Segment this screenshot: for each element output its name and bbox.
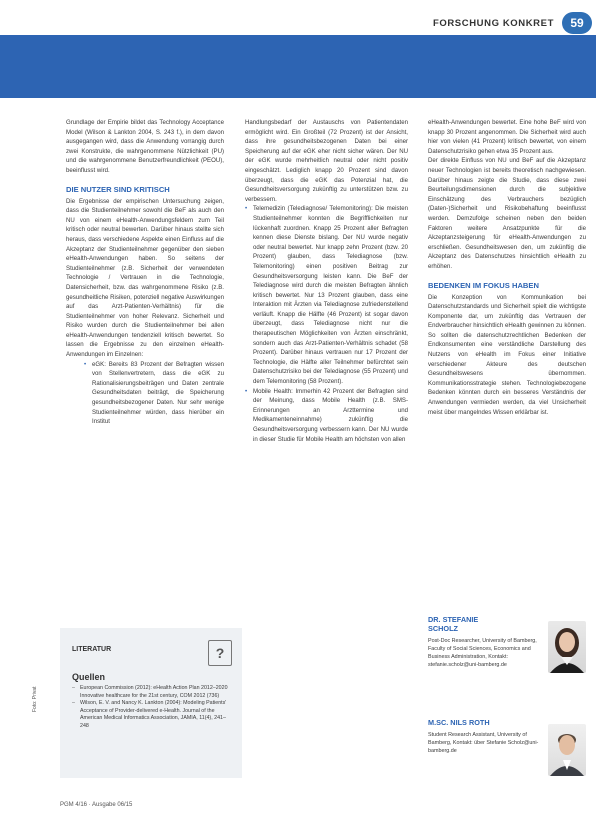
author-block-scholz [428, 615, 586, 669]
references-list [60, 685, 242, 731]
section-heading: DIE NUTZER SIND KRITISCH [66, 184, 170, 194]
portrait-man-icon [548, 724, 586, 776]
list-item-mobile-health: • Mobile Health: Immerhin 42 Prozent der Befragten sind der Meinung, dass Mobile Health (z.B. SMS-Erinnerungen an Arzttermine und Medikamenteneinnahme) zukünftig die Gesundheitsversorgung verbessern kann. Der NU wurde in dieser Studie für Mobile Health am höchsten von allen [245, 387, 408, 445]
author-block-roth [428, 718, 586, 755]
photo-credit: Foto: Privat [32, 686, 38, 712]
literature-heading: Quellen [72, 672, 106, 682]
author-description: Post-Doc Researcher, University of Bamberg, Faculty of Social Sciences, Economics and Business Administration, Kontakt: stefanie.scholz@uni-bamberg.de [428, 638, 537, 668]
author-name-line: SCHOLZ [428, 624, 458, 633]
conclusion-paragraph: Die Konzeption von Kommunikation bei Datenschutzstandards und Sicherheit spielt die wichtigste Komponente dar, um zukünftig das Vertrauen der Endverbraucher hinsichtlich eHealth gewinnen zu können. So sollten die datenschutzrechtlichen Bedenken der Endkonsumenten eine verständliche Darstellung des Nutzens von eHealth im Fokus einer Initiative verschiedener Akteure des deutschen Gesundheitswesens übernommen. Kommunikationsstrategie stehen. Technologiebezogene Bedenken könnten durch ein besseres Verständnis der Anwendungen vermieden werden, da viel Unsicherheit meist über mangelndes Wissen erklärbar ist. [428, 293, 586, 416]
portrait-woman-icon [548, 621, 586, 673]
column-1 [66, 118, 224, 427]
section-heading-2: BEDENKEN IM FOKUS HABEN [428, 280, 539, 290]
author-description: Student Research Assistant, University of Bamberg, Kontakt: über Stefanie Scholz@uni-bamberg.de [428, 732, 539, 754]
section-title: FORSCHUNG KONKRET [432, 17, 554, 29]
page-footer: PGM 4/16 · Ausgabe 06/15 [60, 802, 133, 808]
author-name: M.SC. NILS ROTH [428, 718, 490, 727]
list-item-telemedizin: • Telemedizin (Telediagnose/ Telemonitoring): Die meisten Studienteilnehmer konnten die Begrifflichkeiten nur lückenhaft zuordnen. Knapp 25 Prozent aller Befragten kennen diese Dienste bislang. Der NU wurde negativ oder neutral bewertet. Nur knapp zehn Prozent (bzw. 20 Prozent) glauben, dass Telediagnose (bzw. Telemonitoring) einen positiven Beitrag zur Gesundheitsversorgung leisten kann. Die BeF der Telediagnose wird durch die meisten Befragten ähnlich kritisch bewertet. Nur 13 Prozent glauben, dass eine Interaktion mit Ärzten via Telediagnose zufriedenstellend verläuft. Knapp die Hälfte (46 Prozent) ist sogar davon überzeugt, dass Telediagnose nicht nur die therapeutischen Möglichkeiten von Ärzten einschränkt, sondern auch das Arzt-Patienten-Verhältnis schadet (58 Prozent). Darüber hinaus vertrauen nur 17 Prozent der Technologie, die Hälfte aller Teilnehmer befürchtet sein Datenschutzrisiko bei der Telediagnose (55 Prozent) und dem Telemonitoring (58 Prozent). [245, 204, 408, 386]
continuation-paragraph: eHealth-Anwendungen bewertet. Eine hohe BeF wird von knapp 30 Prozent angenommen. Die Sicherheit wird auch hier von vielen (41 Prozent) kritisch bewertet, von einem Datenschutzrisiko gehen etwa 35 Prozent aus. [428, 119, 586, 155]
results-paragraph: Die Ergebnisse der empirischen Untersuchung zeigen, dass die Studienteilnehmer sowohl die BeF als auch den NU von einem eHealth-Anwendungsfeldern zum Teil kritisch oder neutral bewerten. Darüber hinaus stellte sich heraus, dass verschiedene Aspekte einen Einfluss auf die Akzeptanz der Studienteilnehmer gegenüber den sieben eHealth-Anwendungen haben. So seitens der Studienteilnehmer (z.B. Sicherheit der verwendeten Technologie / Vertrauen in die Technologie, Datensicherheit, bzw. das wahrgenommene Risiko (z.B. gesundheitliche Risiken, potenziell negative Auswirkungen auf das Arzt-Patienten-Verhältnis) für die Studienteilnehmer von hoher Relevanz. Sicherheit und Risiko wurden durch die Studienteilnehmer bei allen eHealth-Anwendungen tendenziell kritisch bewertet. So lassen die Ergebnisse zu den einzelnen eHealth-Anwendungen im Einzelnen: [66, 197, 224, 359]
literature-box [60, 628, 242, 778]
intro-paragraph: Grundlage der Empirie bildet das Technology Acceptance Model (Wilson & Lankton 2004, S. 243 f.), in dem davon ausgegangen wird, dass die Anwendung vorrangig durch zwei Konstrukte, die wahrgenommene Nützlichkeit (PU) und die wahrgenommene Benutzerfreundlichkeit (PEOU), beeinflusst wird. [66, 119, 224, 174]
egk-list [66, 360, 224, 427]
influence-paragraph: Der direkte Einfluss von NU und BeF auf die Akzeptanz neuer Technologien ist bereits theoretisch nachgewiesen. Darüber hinaus zeigte die Studie, dass diese zwei Beurteilungsdimensionen durch die subjektive Einschätzung des Verbrauchers bezüglich (Daten-)Sicherheit und Risikobehaftung beeinflusst werden. Demzufolge scheinen neben den beiden Faktoren weitere Ansatzpunkte für die Akzeptanzsteigerung für eHealth-Anwendungen zu erschließen. Gesundheitswesen den, um zukünftig die Akzeptanz des Datenschutzes hinsichtlich eHealth zu erhöhen. [428, 157, 586, 270]
page-number-badge: 59 [562, 12, 592, 34]
column-2 [245, 118, 408, 444]
blue-banner [0, 35, 596, 98]
question-mark-icon: ? [208, 640, 232, 666]
egk-paragraph: Handlungsbedarf der Austauschs von Patientendaten ermöglicht wird. Ein Großteil (72 Prozent) ist der Ansicht, dass ihre gesundheitsbezogenen Daten bei einer Speicherung auf der eGK eher nicht sicher wären. Der NU der eGK wurde mehrheitlich neutral oder nicht positiv eingeschätzt. Lediglich knapp 20 Prozent sind davon überzeugt, dass die eGK das Potenzial hat, die Gesundheitsversorgung zukünftig zu unterstützen bzw. zu verbessern. [245, 119, 408, 203]
author-photo [548, 621, 586, 673]
author-name-line: DR. STEFANIE [428, 615, 479, 624]
page-header [433, 12, 592, 34]
author-photo [548, 724, 586, 776]
column-3 [428, 118, 586, 417]
reference-item: – European Commission (2012): eHealth Action Plan 2012–2020 Innovative healthcare for the 21st century, COM 2012 (736) [72, 685, 234, 700]
literature-label: LITERATUR [72, 646, 112, 653]
ehealth-list [245, 204, 408, 444]
list-item: • eGK: Bereits 83 Prozent der Befragten wissen von Stellenvertretern, dass die eGK zu Rationalisierungsbeiträgen und Daten zentrale Gesundheitsdaten beiträgt, die Speicherung gesundheitsbezogener Daten. Nur sehr wenige Studienteilnehmer würden, dass hierüber ein Institut [84, 360, 224, 427]
reference-item: – Wilson, E. V. and Nancy K. Lankton (2004): Modeling Patients' Acceptance of Provider-delivered e-Health. Journal of the American Medical Informatics Association, JAMIA, 11(4), 241–248 [72, 700, 234, 730]
